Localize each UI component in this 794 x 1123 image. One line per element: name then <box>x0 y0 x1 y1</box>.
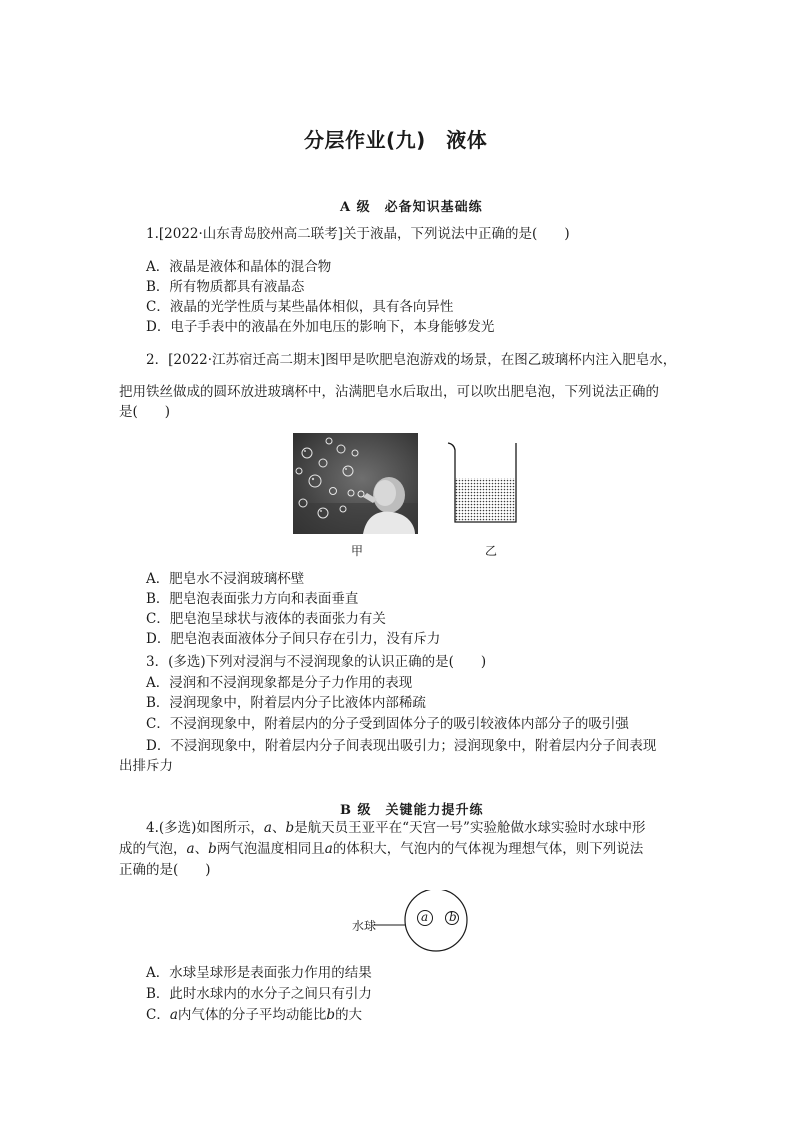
q3-option-b: B．浸润现象中，附着层内分子比液体内部稀疏 <box>146 695 426 711</box>
q4-stem-line1 <box>146 818 645 838</box>
q3-option-a: A．浸润和不浸润现象都是分子力作用的表现 <box>146 675 413 691</box>
q1-stem: 1.[2022·山东青岛胶州高二联考]关于液晶，下列说法中正确的是( ) <box>146 226 570 242</box>
q1-option-d: D．电子手表中的液晶在外加电压的影响下，本身能够发光 <box>146 319 495 335</box>
water-ball-label: 水球 <box>352 919 377 933</box>
var-b: b <box>326 1007 336 1023</box>
var-a: a <box>186 841 195 857</box>
q2-option-a: A．肥皂水不浸润玻璃杯壁 <box>146 571 305 587</box>
q4-option-b: B．此时水球内的水分子之间只有引力 <box>146 986 372 1002</box>
q4-l2-prefix: 成的气泡， <box>119 841 187 857</box>
q4-optc-prefix: C． <box>146 1007 170 1023</box>
q2-stem-line1: 2．[2022·江苏宿迁高二期末]图甲是吹肥皂泡游戏的场景，在图乙玻璃杯内注入肥皂水， <box>146 352 677 368</box>
bubble-b-label: b <box>449 910 457 924</box>
var-b: b <box>208 841 217 857</box>
caption-yi: 乙 <box>485 544 498 558</box>
q4-sep-1: 、 <box>271 820 286 836</box>
q3-option-d-line1: D．不浸润现象中，附着层内分子间表现出吸引力；浸润现象中，附着层内分子间表现 <box>146 738 657 754</box>
q4-optc-mid: 内气体的分子平均动能比 <box>177 1007 327 1023</box>
q2-stem-line3: 是( ) <box>119 404 171 420</box>
section-b-heading: B 级 关键能力提升练 <box>340 803 484 818</box>
caption-jia: 甲 <box>351 544 364 558</box>
q2-option-d: D．肥皂泡表面液体分子间只存在引力，没有斥力 <box>146 631 441 647</box>
q4-option-c <box>146 1005 362 1025</box>
q1-option-c: C．液晶的光学性质与某些晶体相似，具有各向异性 <box>146 299 454 315</box>
var-a: a <box>263 820 272 836</box>
q2-option-b: B．肥皂泡表面张力方向和表面垂直 <box>146 591 359 607</box>
bubble-photo <box>293 433 418 534</box>
q4-optc-post: 的大 <box>335 1007 363 1023</box>
q4-l1-prefix: 4.(多选)如图所示， <box>146 820 264 836</box>
q1-option-a: A．液晶是液体和晶体的混合物 <box>146 259 332 275</box>
q3-option-d-line2: 出排斥力 <box>119 758 173 774</box>
q1-option-b: B．所有物质都具有液晶态 <box>146 279 305 295</box>
water-ball-figure <box>370 890 480 958</box>
page-title: 分层作业(九) 液体 <box>304 128 488 152</box>
q4-l2-mid: 两气泡温度相同且 <box>216 841 325 857</box>
q4-option-a: A．水球呈球形是表面张力作用的结果 <box>146 965 372 981</box>
q2-stem-line2: 把用铁丝做成的圆环放进玻璃杯中，沾满肥皂水后取出，可以吹出肥皂泡，下列说法正确的 <box>119 384 659 400</box>
q3-option-c: C．不浸润现象中，附着层内的分子受到固体分子的吸引较液体内部分子的吸引强 <box>146 716 629 732</box>
bubble-photo-illustration <box>293 433 418 534</box>
q4-l2-rest: 的体积大，气泡内的气体视为理想气体，则下列说法 <box>332 841 644 857</box>
var-a: a <box>169 1007 178 1023</box>
var-b: b <box>285 820 295 836</box>
q4-stem-line3: 正确的是( ) <box>119 862 211 878</box>
q4-sep-2: 、 <box>194 841 209 857</box>
var-a: a <box>324 841 333 857</box>
beaker-figure <box>446 440 528 528</box>
soap-water <box>455 478 516 522</box>
section-a-heading: A 级 必备知识基础练 <box>340 200 483 215</box>
q3-stem: 3．(多选)下列对浸润与不浸润现象的认识正确的是( ) <box>146 654 487 670</box>
bubble-a-label: a <box>421 910 429 924</box>
q4-stem-line2 <box>119 839 643 859</box>
q2-option-c: C．肥皂泡呈球状与液体的表面张力有关 <box>146 611 386 627</box>
q4-l1-rest: 是航天员王亚平在“天宫一号”实验舱做水球实验时水球中形 <box>294 820 646 836</box>
